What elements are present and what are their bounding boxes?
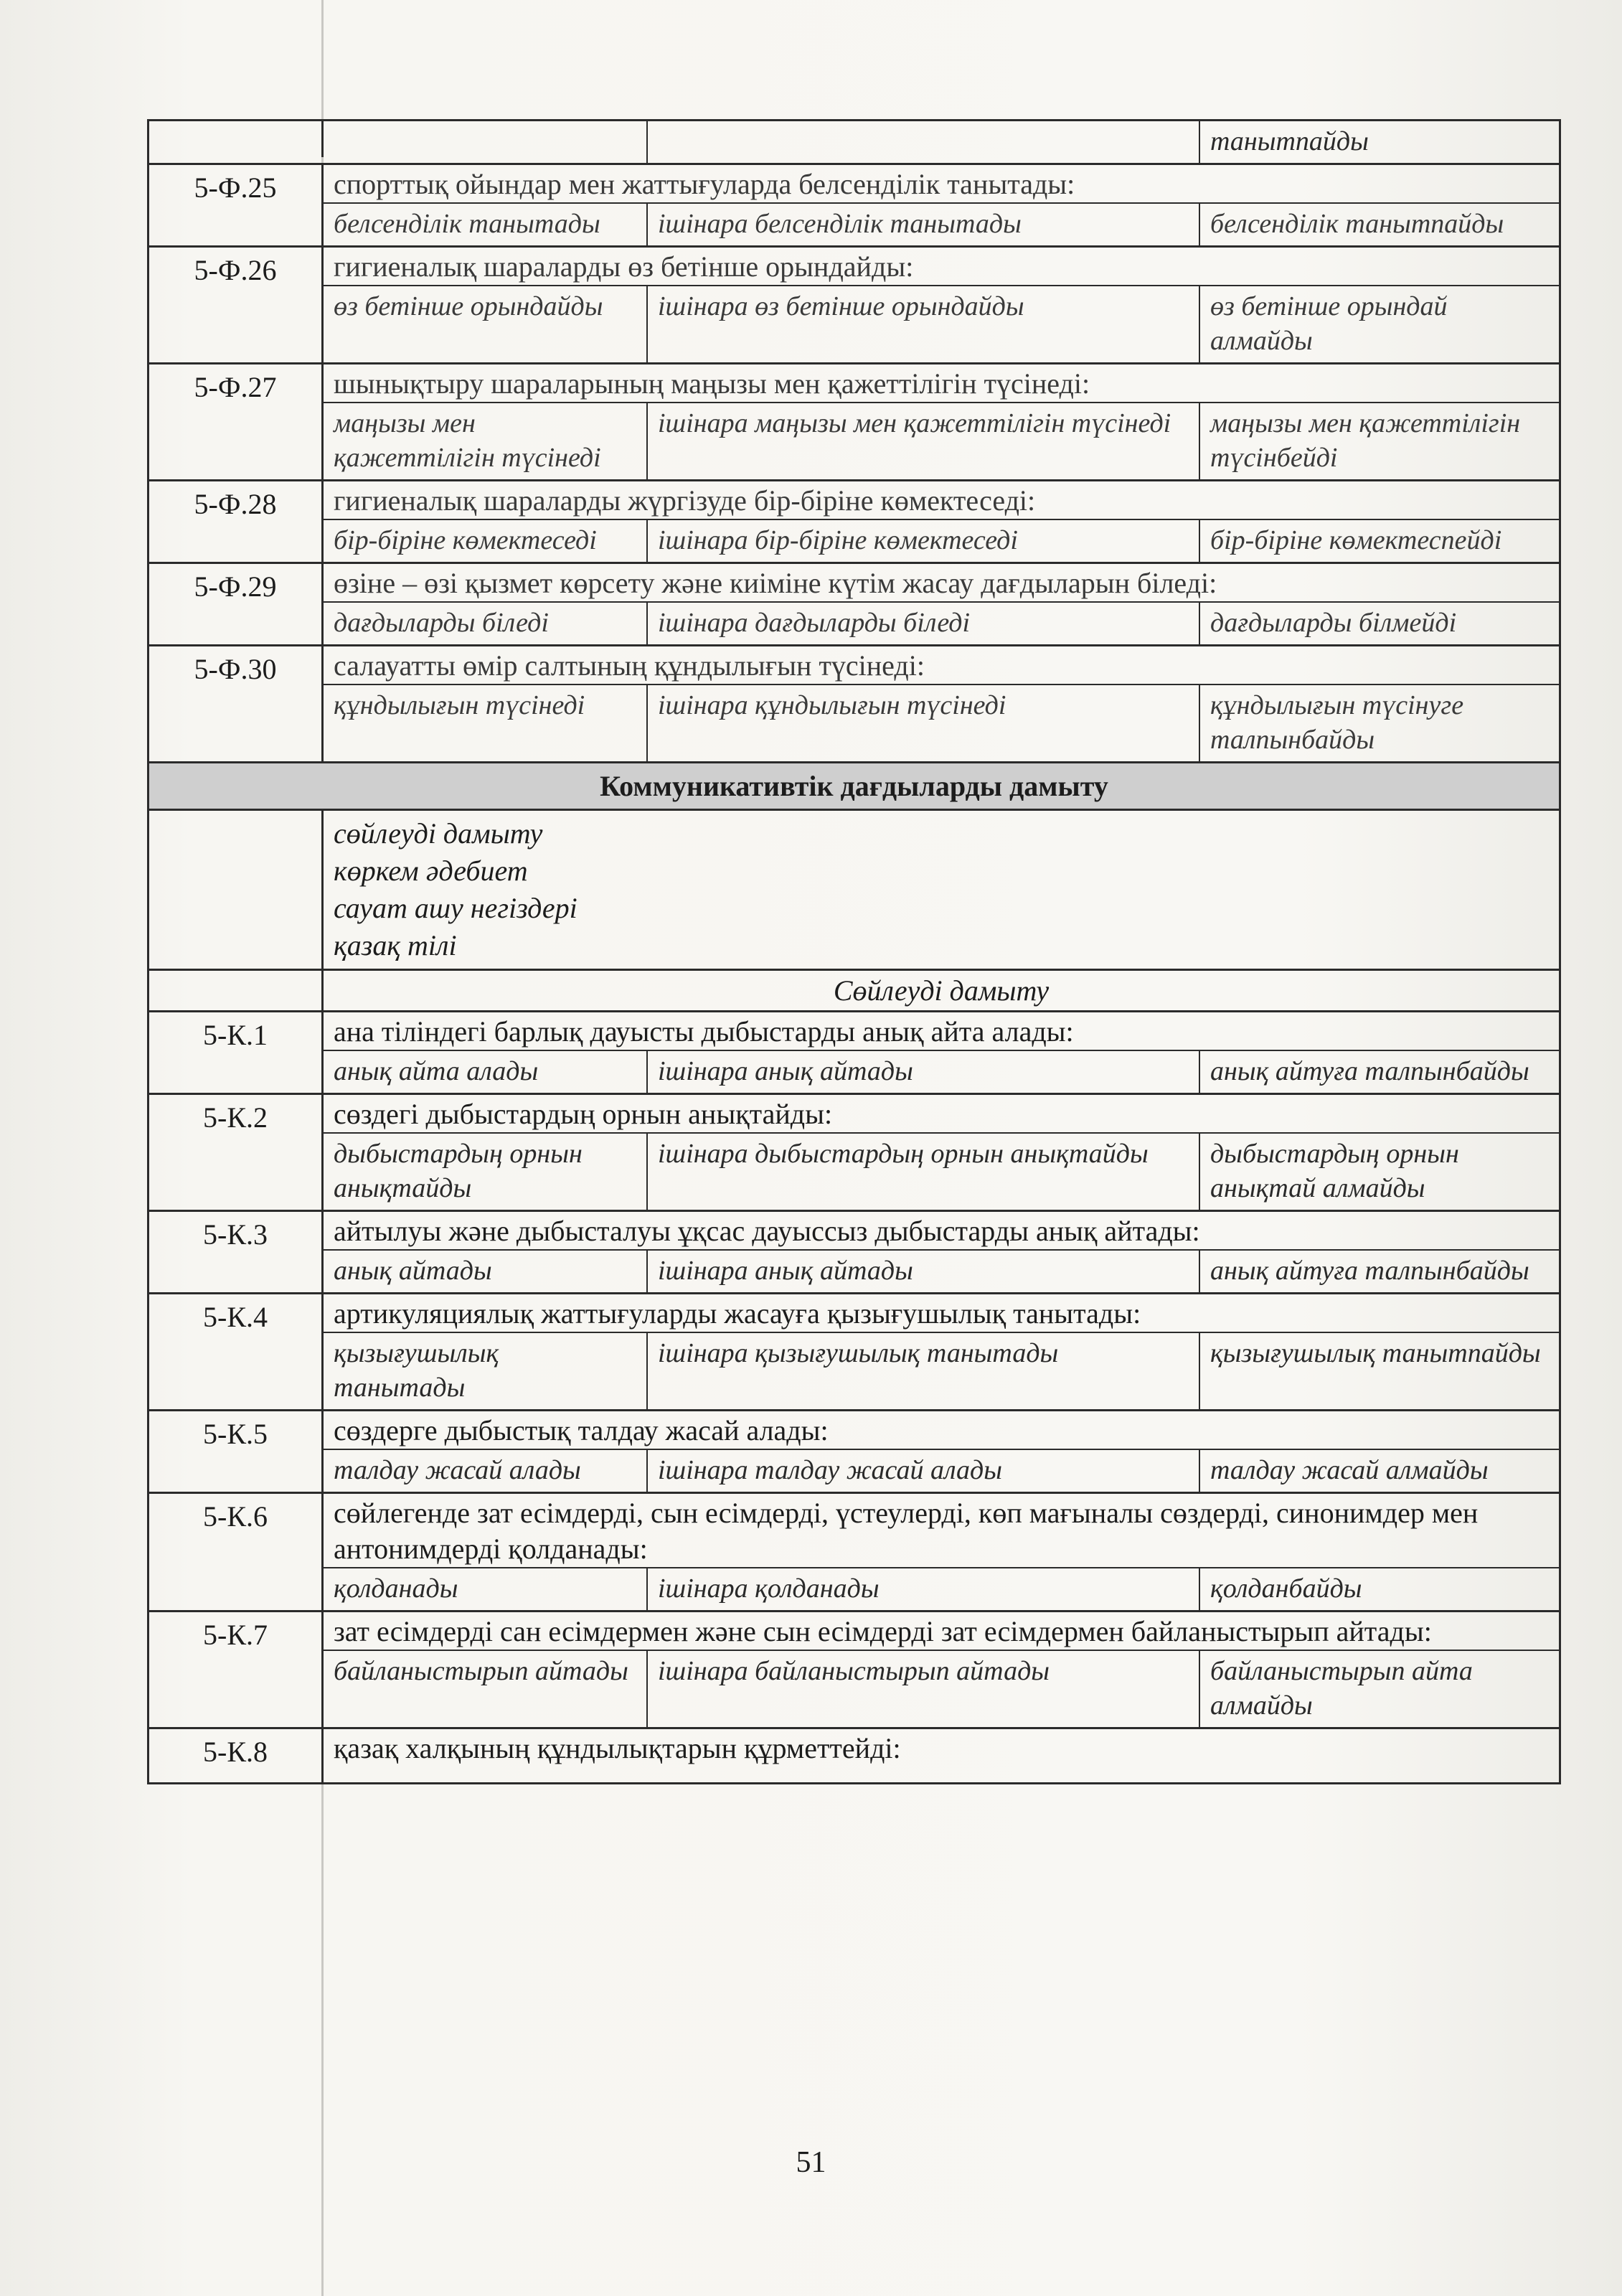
table-row	[149, 562, 1559, 644]
row-options	[324, 285, 1559, 362]
option-achieved: құндылығын түсінеді	[334, 690, 585, 720]
row-statement: сөздерге дыбыстық талдау жасай алады:	[334, 1414, 829, 1446]
option-partial: ішінара анық айтады	[646, 1251, 1199, 1292]
row-options	[324, 202, 1559, 245]
row-statement: гигиеналық шараларды жүргізуде бір-біріне көмектеседі:	[334, 484, 1036, 517]
row-code: 5-К.5	[149, 1411, 324, 1492]
row-code: 5-К.7	[149, 1612, 324, 1727]
option-achieved: бір-біріне көмектеседі	[334, 525, 597, 555]
row-body	[324, 1411, 1559, 1492]
option-partial: ішінара дыбыстардың орнын анықтайды	[646, 1134, 1199, 1210]
row-options	[324, 519, 1559, 562]
row-body	[324, 646, 1559, 761]
option-partial: ішінара өз бетінше орындайды	[646, 286, 1199, 362]
table-row	[149, 245, 1559, 362]
row-options	[324, 402, 1559, 479]
option-not-achieved: танытпайды	[1199, 121, 1559, 163]
option-not-achieved: талдау жасай алмайды	[1199, 1450, 1559, 1492]
row-code: 5-К.3	[149, 1212, 324, 1292]
subject-item: қазақ тілі	[334, 929, 457, 961]
option-achieved: қызығушылық танытады	[334, 1338, 499, 1403]
option-partial: ішінара белсенділік танытады	[646, 204, 1199, 245]
subject-item: көркем әдебиет	[334, 855, 528, 887]
option-not-achieved: байланыстырып айта алмайды	[1199, 1651, 1559, 1727]
option-not-achieved: дағдыларды білмейді	[1199, 603, 1559, 644]
row-statement: қазақ халқының құндылықтарын құрметтейді:	[334, 1732, 901, 1764]
table-row	[149, 362, 1559, 479]
row-options	[324, 1650, 1559, 1727]
option-not-achieved: белсенділік танытпайды	[1199, 204, 1559, 245]
row-statement: салауатты өмір салтының құндылығын түсінеді:	[334, 649, 925, 682]
row-options	[324, 1132, 1559, 1210]
row-statement: айтылуы және дыбысталуы ұқсас дауыссыз дыбыстарды анық айтады:	[334, 1215, 1200, 1247]
row-code: 5-К.1	[149, 1012, 324, 1093]
row-code: 5-Ф.25	[149, 165, 324, 245]
row-statement: артикуляциялық жаттығуларды жасауға қызығушылық танытады:	[334, 1297, 1141, 1330]
table-row	[149, 1093, 1559, 1210]
option-partial: ішінара маңызы мен қажеттілігін түсінеді	[646, 403, 1199, 479]
table-row	[149, 1409, 1559, 1492]
table-row	[149, 479, 1559, 562]
option-achieved: талдау жасай алады	[334, 1455, 581, 1485]
row-code: 5-Ф.28	[149, 481, 324, 562]
option-achieved: маңызы мен қажеттілігін түсінеді	[334, 408, 601, 473]
subjects-row	[149, 809, 1559, 969]
option-not-achieved: анық айтуға талпынбайды	[1199, 1051, 1559, 1093]
row-options	[324, 1050, 1559, 1093]
assessment-table	[147, 119, 1561, 1784]
option-not-achieved: дыбыстардың орнын анықтай алмайды	[1199, 1134, 1559, 1210]
row-options	[324, 1249, 1559, 1292]
row-body	[324, 1494, 1559, 1610]
row-body	[324, 248, 1559, 362]
table-row	[149, 1210, 1559, 1292]
row-code: 5-Ф.30	[149, 646, 324, 761]
option-not-achieved: құндылығын түсінуге талпынбайды	[1199, 685, 1559, 761]
row-body	[324, 1294, 1559, 1409]
option-partial: ішінара байланыстырып айтады	[646, 1651, 1199, 1727]
row-body	[324, 481, 1559, 562]
table-row	[149, 1492, 1559, 1610]
row-body	[324, 1012, 1559, 1093]
option-achieved: белсенділік танытады	[334, 209, 600, 239]
table-row	[149, 1292, 1559, 1409]
row-code: 5-Ф.26	[149, 248, 324, 362]
row-code	[149, 121, 324, 157]
row-code: 5-Ф.29	[149, 564, 324, 644]
section-title: Коммуникативтік дағдыларды дамыту	[149, 761, 1559, 809]
option-partial: ішінара талдау жасай алады	[646, 1450, 1199, 1492]
option-achieved: қолданады	[334, 1573, 458, 1604]
row-options	[324, 684, 1559, 761]
row-options	[324, 601, 1559, 644]
option-not-achieved: қолданбайды	[1199, 1568, 1559, 1610]
option-partial: ішінара дағдыларды біледі	[646, 603, 1199, 644]
option-achieved: байланыстырып айтады	[334, 1656, 628, 1686]
table-row	[149, 1010, 1559, 1093]
option-achieved: анық айтады	[334, 1256, 492, 1286]
subject-item: сөйлеуді дамыту	[334, 817, 543, 850]
row-statement: сөздегі дыбыстардың орнын анықтайды:	[334, 1098, 833, 1130]
option-not-achieved: бір-біріне көмектеспейді	[1199, 520, 1559, 562]
row-statement: гигиеналық шараларды өз бетінше орындайды:	[334, 250, 914, 283]
row-code: 5-К.2	[149, 1095, 324, 1210]
row-statement: зат есімдерді сан есімдермен және сын есімдерді зат есімдермен байланыстырып айтады:	[334, 1615, 1432, 1647]
option-not-achieved: қызығушылық танытпайды	[1199, 1333, 1559, 1409]
row-body	[324, 1212, 1559, 1292]
row-code: 5-Ф.27	[149, 364, 324, 479]
option-not-achieved: өз бетінше орындай алмайды	[1199, 286, 1559, 362]
option-not-achieved: анық айтуға талпынбайды	[1199, 1251, 1559, 1292]
option-partial: ішінара анық айтады	[646, 1051, 1199, 1093]
row-statement: өзіне – өзі қызмет көрсету және киіміне күтім жасау дағдыларын біледі:	[334, 567, 1217, 599]
page-number: 51	[796, 2146, 826, 2179]
subject-list	[324, 811, 588, 969]
row-code: 5-К.6	[149, 1494, 324, 1610]
option-partial: ішінара бір-біріне көмектеседі	[646, 520, 1199, 562]
subheading: Сөйлеуді дамыту	[833, 974, 1050, 1007]
row-body	[324, 165, 1559, 245]
row-code: 5-К.4	[149, 1294, 324, 1409]
row-body	[324, 364, 1559, 479]
row-options	[324, 1449, 1559, 1492]
option-partial: ішінара қолданады	[646, 1568, 1199, 1610]
option-partial: ішінара құндылығын түсінеді	[646, 685, 1199, 761]
row-options	[324, 1567, 1559, 1610]
row-body	[324, 564, 1559, 644]
option-not-achieved: маңызы мен қажеттілігін түсінбейді	[1199, 403, 1559, 479]
subject-item: сауат ашу негіздері	[334, 892, 577, 924]
row-body	[324, 1095, 1559, 1210]
row-code: 5-К.8	[149, 1729, 324, 1782]
row-statement: шынықтыру шараларының маңызы мен қажеттілігін түсінеді:	[334, 367, 1090, 400]
row-body	[324, 1729, 1559, 1782]
row-statement: ана тіліндегі барлық дауысты дыбыстарды анық айта алады:	[334, 1015, 1074, 1048]
table-row	[149, 1727, 1559, 1784]
option-achieved: анық айта алады	[334, 1056, 539, 1086]
option-achieved: өз бетінше орындайды	[334, 291, 603, 321]
row-options	[324, 1332, 1559, 1409]
row-statement: сөйлегенде зат есімдерді, сын есімдерді, үстеулерді, көп мағыналы сөздерді, синонимдер мен антонимдерді қолданады:	[334, 1497, 1479, 1565]
option-achieved: дағдыларды біледі	[334, 608, 549, 638]
table-row-top	[149, 119, 1559, 163]
subheading-row	[149, 969, 1559, 1010]
option-partial: ішінара қызығушылық танытады	[646, 1333, 1199, 1409]
table-row	[149, 163, 1559, 245]
option-achieved: дыбыстардың орнын анықтайды	[334, 1139, 583, 1203]
table-row	[149, 1610, 1559, 1727]
row-body	[324, 1612, 1559, 1727]
table-row	[149, 644, 1559, 761]
row-statement: спорттық ойындар мен жаттығуларда белсенділік танытады:	[334, 168, 1075, 200]
